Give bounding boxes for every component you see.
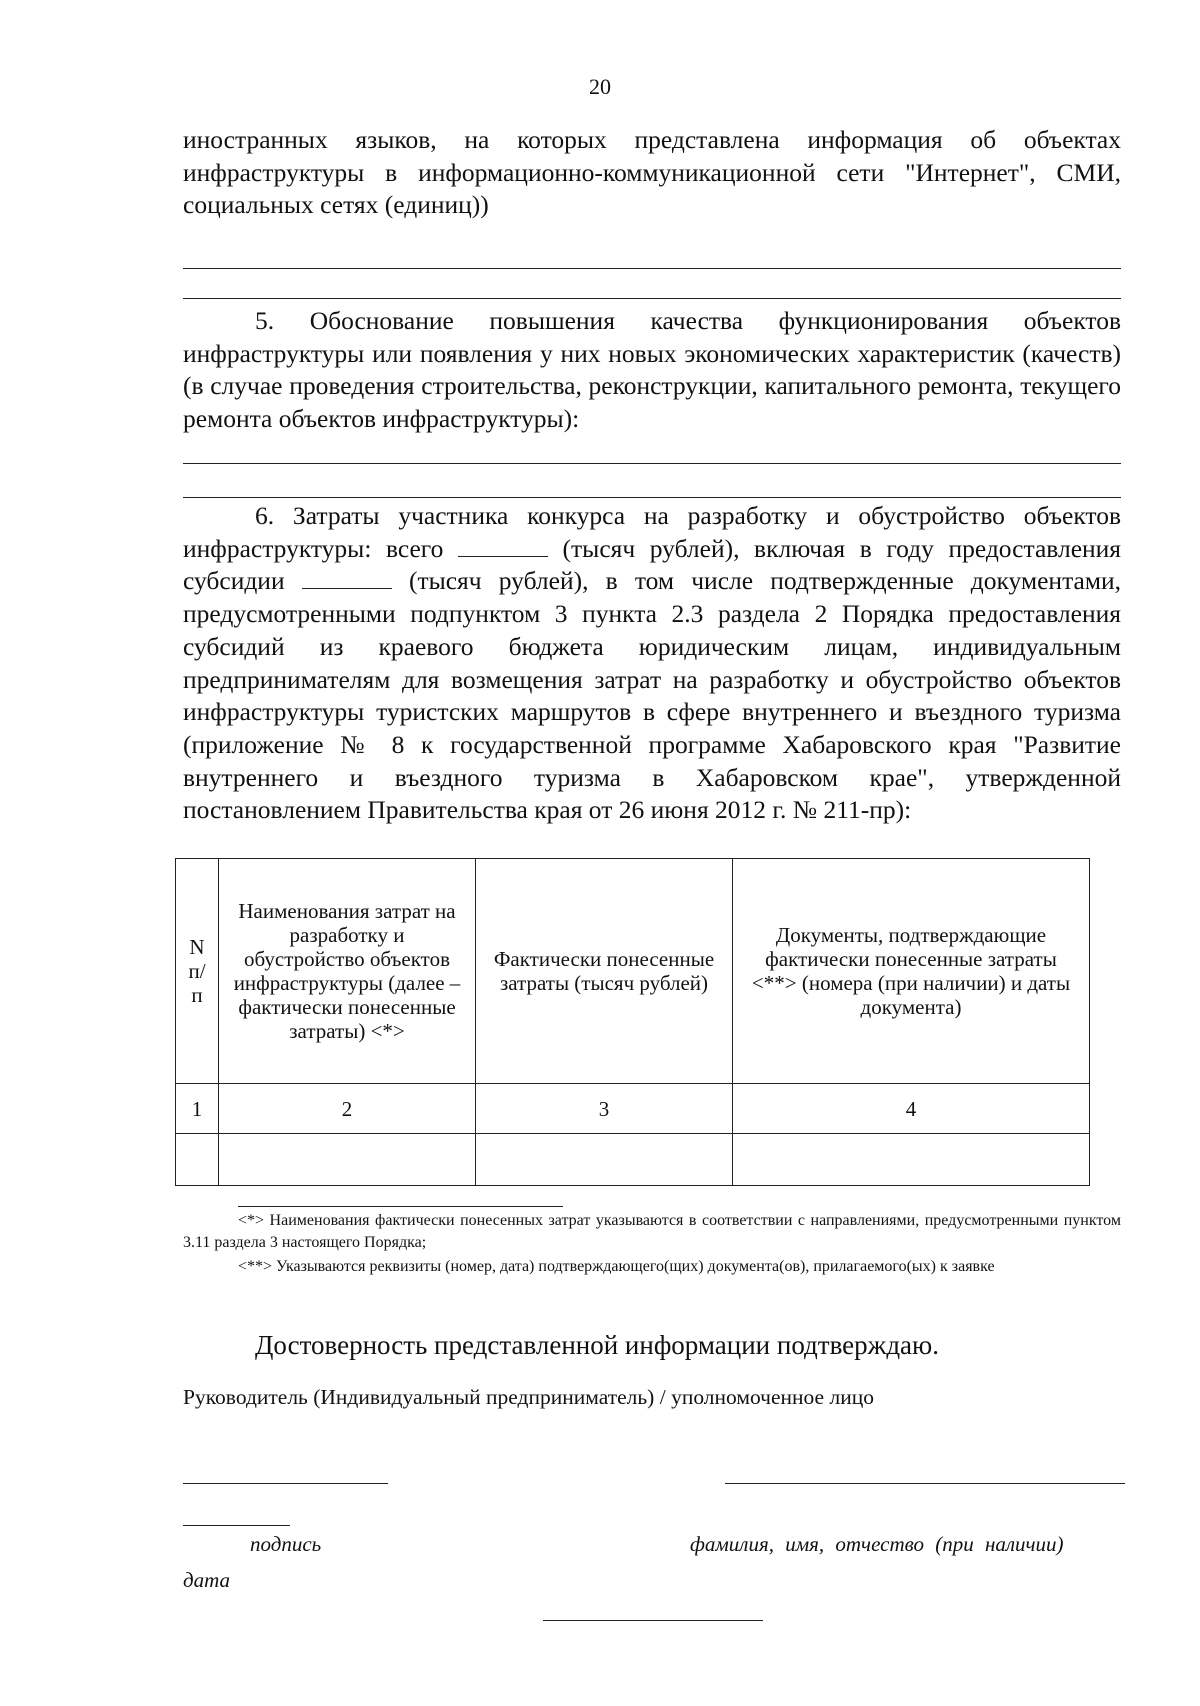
- header-cell: N п/п: [176, 859, 219, 1084]
- number-cell: 1: [176, 1084, 219, 1134]
- date-line-short: [183, 1525, 290, 1526]
- header-cell: Документы, подтверждающие фактически понесенные затраты <**> (номера (при наличии) и даты документа): [733, 859, 1090, 1084]
- number-cell: 4: [733, 1084, 1090, 1134]
- section-5-paragraph: 5. Обоснование повышения качества функционирования объектов инфраструктуры или появления у них новых экономических характеристик (качеств) (в случае проведения строительства, реконструкции, капитального ремонта, текущего ремонта объектов инфраструктуры):: [183, 306, 1121, 434]
- number-cell: 3: [476, 1084, 733, 1134]
- date-line: [543, 1620, 763, 1621]
- table-empty-row: [176, 1134, 1090, 1186]
- section-6-text-2: (тысяч рублей), включая в году предоставления субсидии: [183, 533, 1122, 596]
- costs-table: [175, 858, 1090, 1186]
- full-name-caption: фамилия, имя, отчество (при наличии): [690, 1532, 1064, 1556]
- signature-caption: подпись: [250, 1532, 322, 1556]
- header-cell: Наименования затрат на разработку и обустройство объектов инфраструктуры (далее – фактически понесенные затраты) <*>: [219, 859, 476, 1084]
- year-cost-blank: [302, 568, 392, 589]
- table-numbers-row: [176, 1084, 1090, 1134]
- section-6-text-1: 6. Затраты участника конкурса на разработку и обустройство объектов инфраструктуры: всего: [183, 501, 1121, 563]
- empty-cell: [176, 1134, 219, 1186]
- total-cost-blank: [458, 536, 548, 557]
- empty-cell: [219, 1134, 476, 1186]
- empty-cell: [733, 1134, 1090, 1186]
- footnote-1: <*> Наименования фактически понесенных затрат указываются в соответствии с направлениями, предусмотренными пунктом 3.11 раздела 3 настоящего Порядка;: [183, 1212, 1121, 1251]
- empty-cell: [476, 1134, 733, 1186]
- footnote-separator: [238, 1206, 563, 1207]
- footnote-2: <**> Указываются реквизиты (номер, дата) подтверждающего(щих) документа(ов), прилагаемого(ых) к заявке: [238, 1258, 995, 1275]
- fill-line: [183, 497, 1121, 498]
- date-caption: дата: [183, 1568, 231, 1592]
- full-name-line: [725, 1483, 1125, 1484]
- head-label: Руководитель (Индивидуальный предприниматель) / уполномоченное лицо: [183, 1385, 874, 1409]
- fill-line: [183, 268, 1121, 269]
- fill-line: [183, 463, 1121, 464]
- confirmation-statement: Достоверность представленной информации подтверждаю.: [255, 1330, 939, 1360]
- fill-line: [183, 298, 1121, 299]
- header-cell: Фактически понесенные затраты (тысяч рублей): [476, 859, 733, 1084]
- intro-paragraph: иностранных языков, на которых представлена информация об объектах инфраструктуры в информационно-коммуникационной сети "Интернет", СМИ, социальных сетях (единиц)): [183, 125, 1121, 220]
- section-6-paragraph: [183, 500, 1121, 827]
- section-6-text-3: (тысяч рублей), в том числе подтвержденные документами, предусмотренными подпунктом 3 пункта 2.3 раздела 2 Порядка предоставления субсидий из краевого бюджета юридическим лицам, индивидуальным предпринимателям для возмещения затрат на разработку и обустройство объектов инфраструктуры туристских маршрутов в сфере внутреннего и въездного туризма (приложение № 8 к государственной программе Хабаровского края "Развитие внутреннего и въездного туризма в Хабаровском крае", утвержденной постановлением Правительства края от 26 июня 2012 г. № 211-пр):: [183, 566, 1121, 825]
- page-number: 20: [589, 74, 611, 99]
- table-header-row: [176, 859, 1090, 1084]
- number-cell: 2: [219, 1084, 476, 1134]
- signature-line: [183, 1483, 388, 1484]
